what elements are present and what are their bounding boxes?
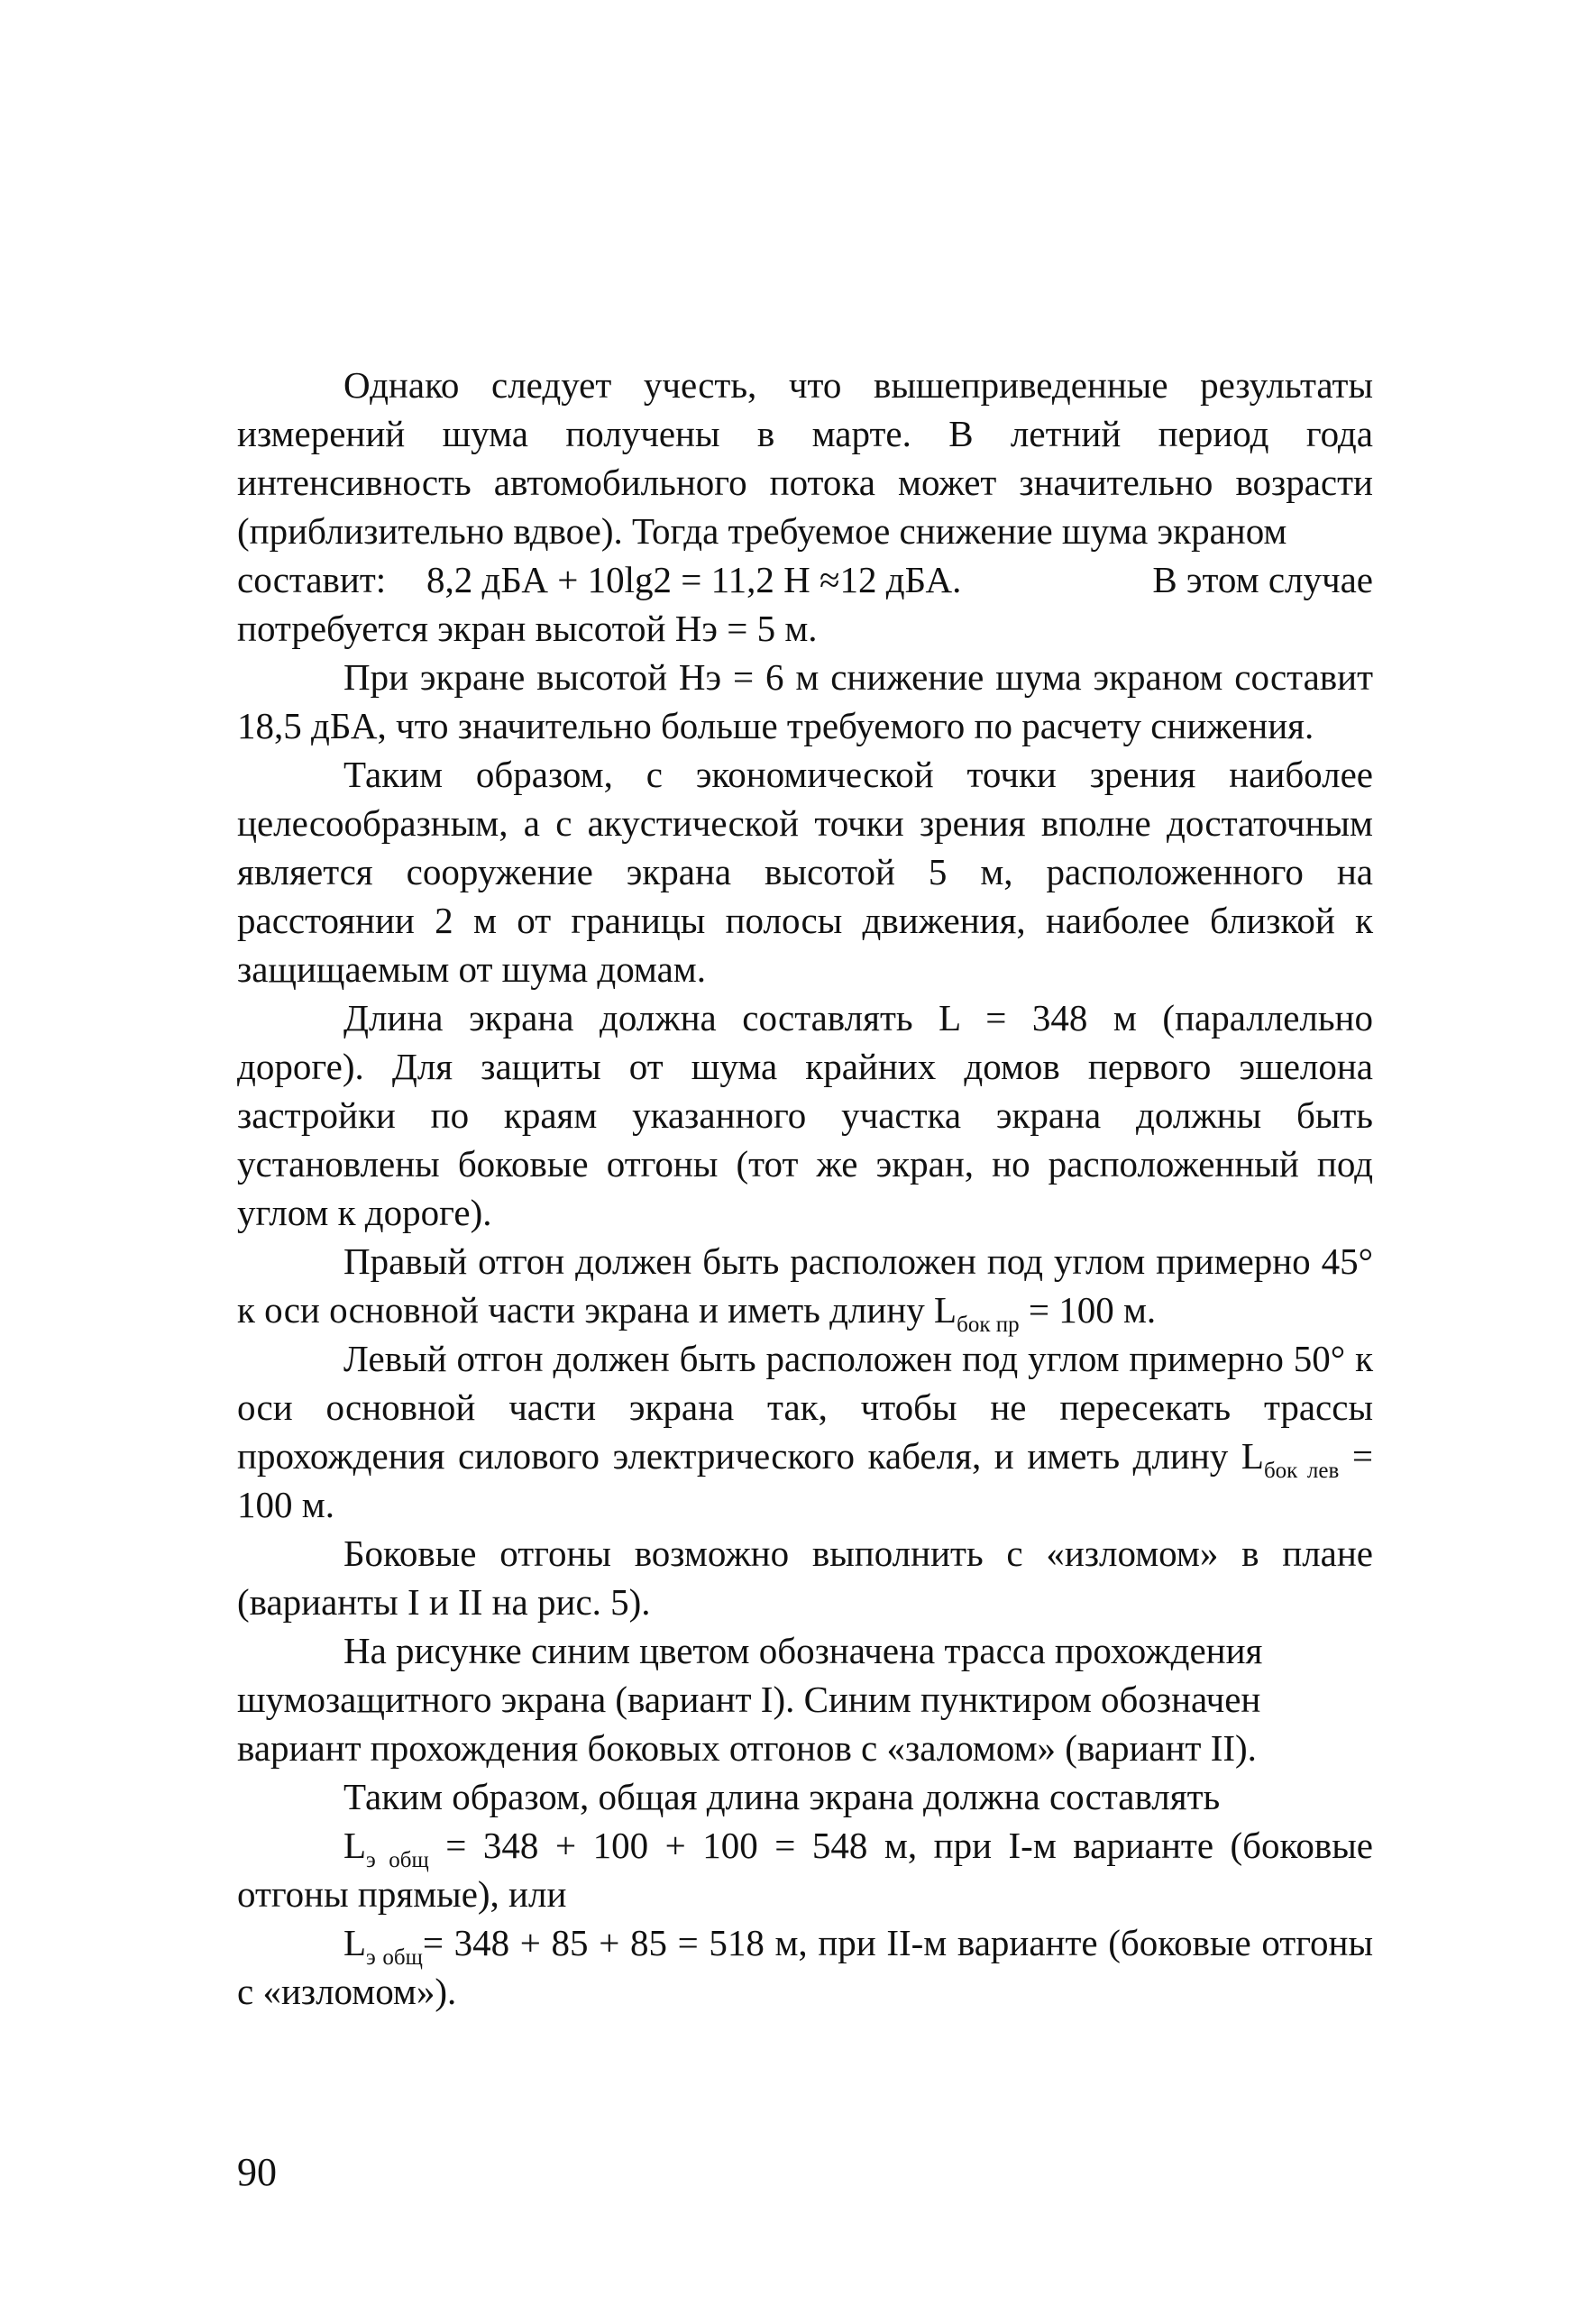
paragraph-total-length: Таким образом, общая длина экрана должна составлять <box>343 1776 1221 1817</box>
formula-tail: В этом случае <box>1152 559 1373 600</box>
noise-reduction-formula <box>237 555 1373 604</box>
equation-variant-one <box>237 1821 1373 1918</box>
eq1-symbol: L <box>343 1825 367 1866</box>
left-wing-text: Левый отгон должен быть расположен под углом примерно 50° к оси основной части экрана так, чтобы не пересекать трассы прохождения силового электрического кабеля, и иметь длину L <box>237 1338 1373 1477</box>
eq1-text: = 348 + 100 + 100 = 548 м, при I-м варианте (боковые отгоны прямые), или <box>237 1825 1373 1915</box>
paragraph-left-wing <box>237 1334 1373 1529</box>
right-wing-subscript: бок пр <box>957 1313 1020 1337</box>
paragraph-conclusion-5m: Таким образом, с экономической точки зрения наиболее целесообразным, а с акустической точки зрения вполне достаточным является сооружение экрана высотой 5 м, расположенного на расстоянии 2 м от границы полосы движения, наиболее близкой к защищаемым от шума домам. <box>237 754 1373 990</box>
paragraph-screen-length: Длина экрана должна составлять L = 348 м (параллельно дороге). Для защиты от шума крайних домов первого эшелона застройки по краям указанного участка экрана должны быть установлены боковые отгоны (тот же экран, но расположенный под углом к дороге). <box>237 997 1373 1233</box>
right-wing-value: = 100 м. <box>1019 1289 1157 1331</box>
paragraph-figure-variant-two: вариант прохождения боковых отгонов с «заломом» (вариант II). <box>237 1727 1257 1769</box>
formula-lead: составит: <box>237 559 387 600</box>
paragraph-right-wing <box>237 1237 1373 1337</box>
formula-expression: 8,2 дБА + 10lg2 = 11,2 Н ≈12 дБА. <box>426 559 962 600</box>
eq2-subscript: э общ <box>366 1945 423 1970</box>
paragraph-break-variants: Боковые отгоны возможно выполнить с «изломом» в плане (варианты I и II на рис. 5). <box>237 1533 1373 1623</box>
eq2-symbol: L <box>343 1922 367 1963</box>
right-wing-text: Правый отгон должен быть расположен под углом примерно 45° к оси основной части экрана и иметь длину L <box>237 1240 1373 1331</box>
eq2-text: = 348 + 85 + 85 = 518 м, при II-м варианте (боковые отгоны с «изломом»). <box>237 1922 1373 2012</box>
left-wing-value: = 100 м. <box>237 1435 1374 1525</box>
paragraph-seasonal-note: Однако следует учесть, что вышеприведенные результаты измерений шума получены в марте. В летний период года интенсивность автомобильного потока может значительно возрасти (приблизительно вдвое). Тогда требуемое снижение шума экраном <box>237 364 1373 552</box>
paragraph-6m-screen: При экране высотой Нэ = 6 м снижение шума экраном составит 18,5 дБА, что значительно больше требуемого по расчету снижения. <box>237 656 1373 746</box>
body-text <box>237 361 1373 2016</box>
page-number: 90 <box>237 2150 277 2194</box>
paragraph-figure-blue-dashed: шумозащитного экрана (вариант I). Синим пунктиром обозначен <box>237 1679 1261 1720</box>
paragraph-seasonal-note-end: потребуется экран высотой Нэ = 5 м. <box>237 608 818 649</box>
left-wing-subscript: бок лев <box>1263 1459 1340 1483</box>
eq1-subscript: э общ <box>366 1848 429 1872</box>
paragraph-figure-blue-line: На рисунке синим цветом обозначена трасса прохождения <box>343 1630 1263 1671</box>
equation-variant-two <box>237 1918 1373 2016</box>
